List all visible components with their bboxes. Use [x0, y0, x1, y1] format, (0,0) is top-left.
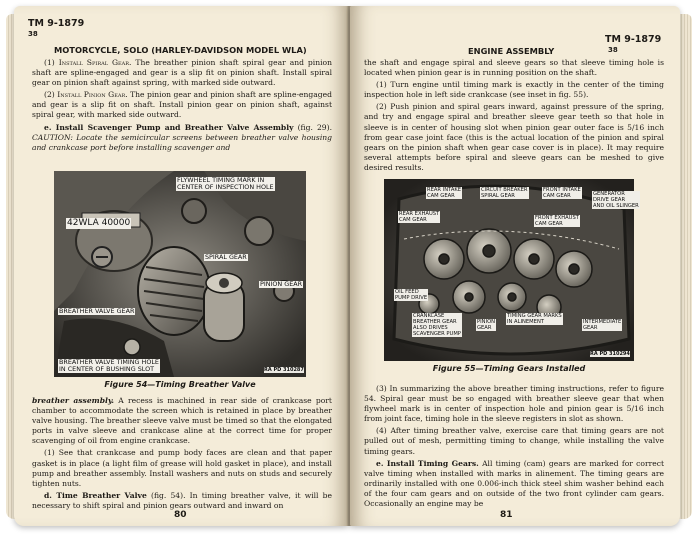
section-d-body: (fig. 54). In timing breather valve, it will be necessary to shift spiral and pinion gears outward and inward on [32, 490, 333, 510]
section-e-heading: e. Install Scavenger Pump and Breather Valve Assembly [44, 122, 294, 132]
right-page-number: 81 [500, 510, 513, 520]
figure-55-photo [384, 179, 639, 361]
label-flywheel-timing-mark: FLYWHEEL TIMING MARK IN CENTER OF INSPECTION HOLE [177, 176, 274, 191]
spiral-gear-shape [138, 247, 210, 335]
section-e-ref: (fig. 29). [297, 122, 332, 132]
label-generator-drive: GENERATOR DRIVE GEAR AND OIL SLINGER [593, 191, 639, 209]
left-running-title: MOTORCYCLE, SOLO (HARLEY-DAVIDSON MODEL WLA) [54, 45, 307, 55]
right-page [350, 6, 680, 526]
label-crankcase-breather: CRANKCASE BREATHER GEAR ALSO DRIVES SCAVENGER PUMP [413, 313, 461, 337]
ra-code-55: RA PD 310294 [590, 351, 630, 357]
right-running-title: ENGINE ASSEMBLY [468, 46, 555, 56]
label-engine-number: 42WLA 40000 [67, 218, 131, 228]
section-e-timing-body: All timing (cam) gears are marked for correct valve timing when installed with marks in alinement. The timing gears are ordinarily installed with one 0.006-inch thick steel shim washer behind each of the four cam gears and on outside of the two front cylinder cam gears. Occasionally an engine may be [364, 458, 664, 509]
breather-paragraph: A recess is machined in rear side of crankcase port chamber to accommodate the screen which is retained in place by breather valve housing. The breather sleeve valve must be timed so that the elongated ports in valve sleeve and crankcase aline at the correct time for proper scavenging of oil from engine crankcase. [32, 396, 332, 446]
engine-photo-illustration [54, 171, 306, 377]
label-timing-marks: TIMING GEAR MARKS IN ALINEMENT [507, 313, 562, 325]
continued-paragraph: the shaft and engage spiral and sleeve gears so that sleeve timing hole is located when pinion gear is in running position on the shaft. [364, 58, 664, 78]
right-header-tm: TM 9-1879 [605, 34, 662, 45]
breather-assembly-lead: breather assembly. [32, 396, 115, 405]
figure-55-caption: Figure 55—Timing Gears Installed [432, 364, 586, 373]
step-1-turn-engine: (1) Turn engine until timing mark is exactly in the center of the timing inspection hole in left side crankcase (see inset in fig. 55). [364, 80, 664, 100]
label-spiral-gear: SPIRAL GEAR [205, 253, 247, 261]
figure-54-caption: Figure 54—Timing Breather Valve [104, 380, 256, 389]
label-rear-exhaust-cam: REAR EXHAUST CAM GEAR [399, 211, 440, 223]
step-3-summary: (3) In summarizing the above breather timing instructions, refer to figure 54. Spiral gear must be so engaged with breather sleeve gear that when flywheel mark is in center of inspection hole and pinion gear is 5/16 inch from joint face, timing hole in the sleeve registers in slot as shown. [364, 384, 664, 424]
left-text-bottom [32, 396, 332, 513]
label-breather-valve-gear: BREATHER VALVE GEAR [59, 307, 135, 315]
label-breather-timing-hole: BREATHER VALVE TIMING HOLE IN CENTER OF BUSHING SLOT [59, 358, 159, 373]
section-e-timing-heading: e. Install Timing Gears. [376, 458, 479, 468]
left-text-top [32, 58, 332, 155]
left-page [14, 6, 348, 526]
left-header-tm: TM 9-1879 [28, 18, 85, 29]
step-1-heading: (1) Install Spiral Gear. [44, 58, 132, 67]
step-1-body: The breather pinion shaft spiral gear and pinion shaft are spline-engaged and gear is a slip fit on pinion shaft. Install spiral gear on pinion shaft against spring, with marked side outward. [32, 58, 332, 88]
figure-54-photo [54, 171, 306, 377]
label-front-exhaust-cam: FRONT EXHAUST CAM GEAR [535, 215, 579, 227]
label-front-intake-cam: FRONT INTAKE CAM GEAR [543, 187, 581, 199]
step-2-body: The pinion gear and pinion shaft are spline-engaged and gear is a slip fit on shaft. Install pinion gear on pinion shaft, against spiral gear, with marked side outward. [32, 90, 332, 120]
left-page-number: 80 [174, 510, 187, 520]
label-rear-intake-cam: REAR INTAKE CAM GEAR [427, 187, 462, 199]
label-pinion-gear: PINION GEAR [260, 280, 303, 288]
right-text-top [364, 58, 664, 175]
label-pinion-gear-55: PINION GEAR [477, 319, 496, 331]
left-header-num: 38 [28, 30, 38, 38]
step-4-caution: (4) After timing breather valve, exercise care that timing gears are not pulled out of mesh, permitting timing to change, while installing the valve timing gears. [364, 426, 664, 456]
label-oil-feed-pump: OIL FEED PUMP DRIVE [395, 289, 428, 301]
ra-code-54: RA PD 310287 [264, 367, 304, 373]
step-2-push-gears: (2) Push pinion and spiral gears inward, against pressure of the spring, and try and engage spiral and breather sleeve gear teeth so that hole in sleeve is in center of housing slot when pinion gear outer face is 5/16 inch from gear case joint face (this is the actual location of the pinion and spiral gears on the pinion shaft when gear case cover is in place). It may require several attempts before spiral and sleeve gears can be meshed to give desired results. [364, 102, 664, 172]
pinion-gear-shape [204, 273, 244, 341]
right-header-num: 38 [608, 46, 618, 54]
label-circuit-breaker-gear: CIRCUIT BREAKER SPIRAL GEAR [481, 187, 528, 199]
label-intermediate-gear: INTERMEDIATE GEAR [583, 319, 622, 331]
step-2-heading: (2) Install Pinion Gear. [44, 90, 128, 100]
section-d-heading: d. Time Breather Valve [44, 490, 147, 500]
right-text-bottom [364, 384, 664, 511]
step-pump-install: (1) See that crankcase and pump body faces are clean and that paper gasket is in place (a light film of grease will hold gasket in place), and install pump and breather assembly. Install washers and nuts on studs and securely tighten nuts. [32, 448, 332, 488]
caution-text: CAUTION: Locate the semicircular screens between breather valve housing and crankcase port before installing scavenger and [32, 132, 332, 152]
